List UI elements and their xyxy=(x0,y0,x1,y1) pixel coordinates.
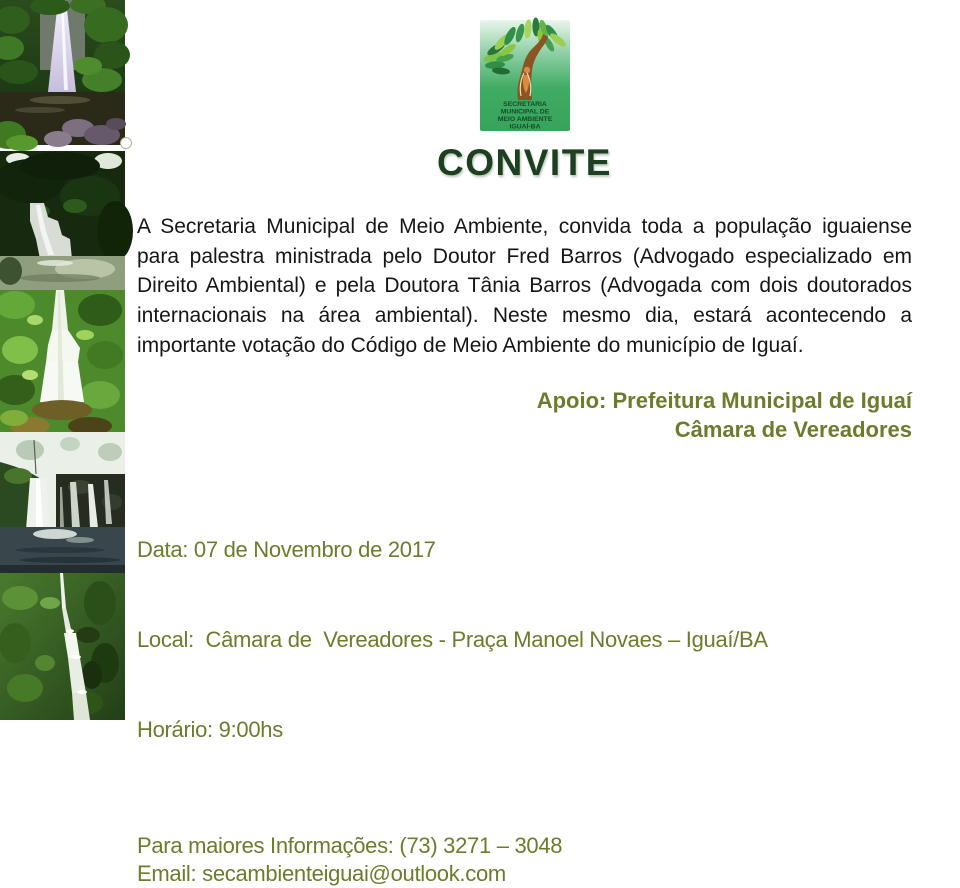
event-date: Data: 07 de Novembro de 2017 xyxy=(137,537,436,563)
event-time: Horário: 9:00hs xyxy=(137,717,283,743)
tree-logo-icon xyxy=(480,20,570,131)
support-line-2: Câmara de Vereadores xyxy=(674,417,912,443)
contact-email: Email: secambienteiguai@outlook.com xyxy=(137,861,506,887)
invitation-body: A Secretaria Municipal de Meio Ambiente, convida toda a população iguaiense para palestra ministrada pelo Doutor Fred Barros (Advogado especializado em Direito Ambiental) e pela Doutora Tânia Barros (Advogada com dois doutorados internacionais na área ambiental). Neste mesmo dia, estará acontecendo a importante votação do Código de Meio Ambiente do município de Iguaí. xyxy=(137,215,912,357)
waterfall-photo-3 xyxy=(0,290,125,432)
waterfall-image-2 xyxy=(0,151,125,290)
contact-block xyxy=(137,832,912,888)
waterfall-photo-4 xyxy=(0,432,125,573)
waterfall-photo-strip xyxy=(0,0,125,720)
waterfall-image-4 xyxy=(0,432,125,573)
waterfall-image-3 xyxy=(0,290,125,432)
contact-phone: Para maiores Informações: (73) 3271 – 3048 xyxy=(137,833,563,859)
waterfall-photo-5 xyxy=(0,573,125,720)
circle-handle xyxy=(120,137,132,149)
page-title: CONVITE xyxy=(437,142,612,183)
logo-line-4: IGUAÍ-BA xyxy=(509,123,540,131)
waterfall-image-1 xyxy=(0,0,125,145)
support-block xyxy=(137,386,912,444)
logo-line-2: MUNICIPAL DE xyxy=(500,108,549,116)
secretaria-logo xyxy=(480,20,570,131)
waterfall-photo-1 xyxy=(0,0,125,145)
logo-line-3: MEIO AMBIENTE xyxy=(497,116,552,123)
logo-line-1: SECRETARIA xyxy=(502,101,547,108)
event-location: Local: Câmara de Vereadores - Praça Manoel Novaes – Iguaí/BA xyxy=(137,627,768,653)
waterfall-photo-2 xyxy=(0,151,125,290)
waterfall-image-5 xyxy=(0,573,125,720)
figure-head xyxy=(523,67,529,73)
event-details xyxy=(137,475,912,805)
invitation-content xyxy=(137,0,912,888)
support-line-1: Apoio: Prefeitura Municipal de Iguaí xyxy=(536,388,912,414)
